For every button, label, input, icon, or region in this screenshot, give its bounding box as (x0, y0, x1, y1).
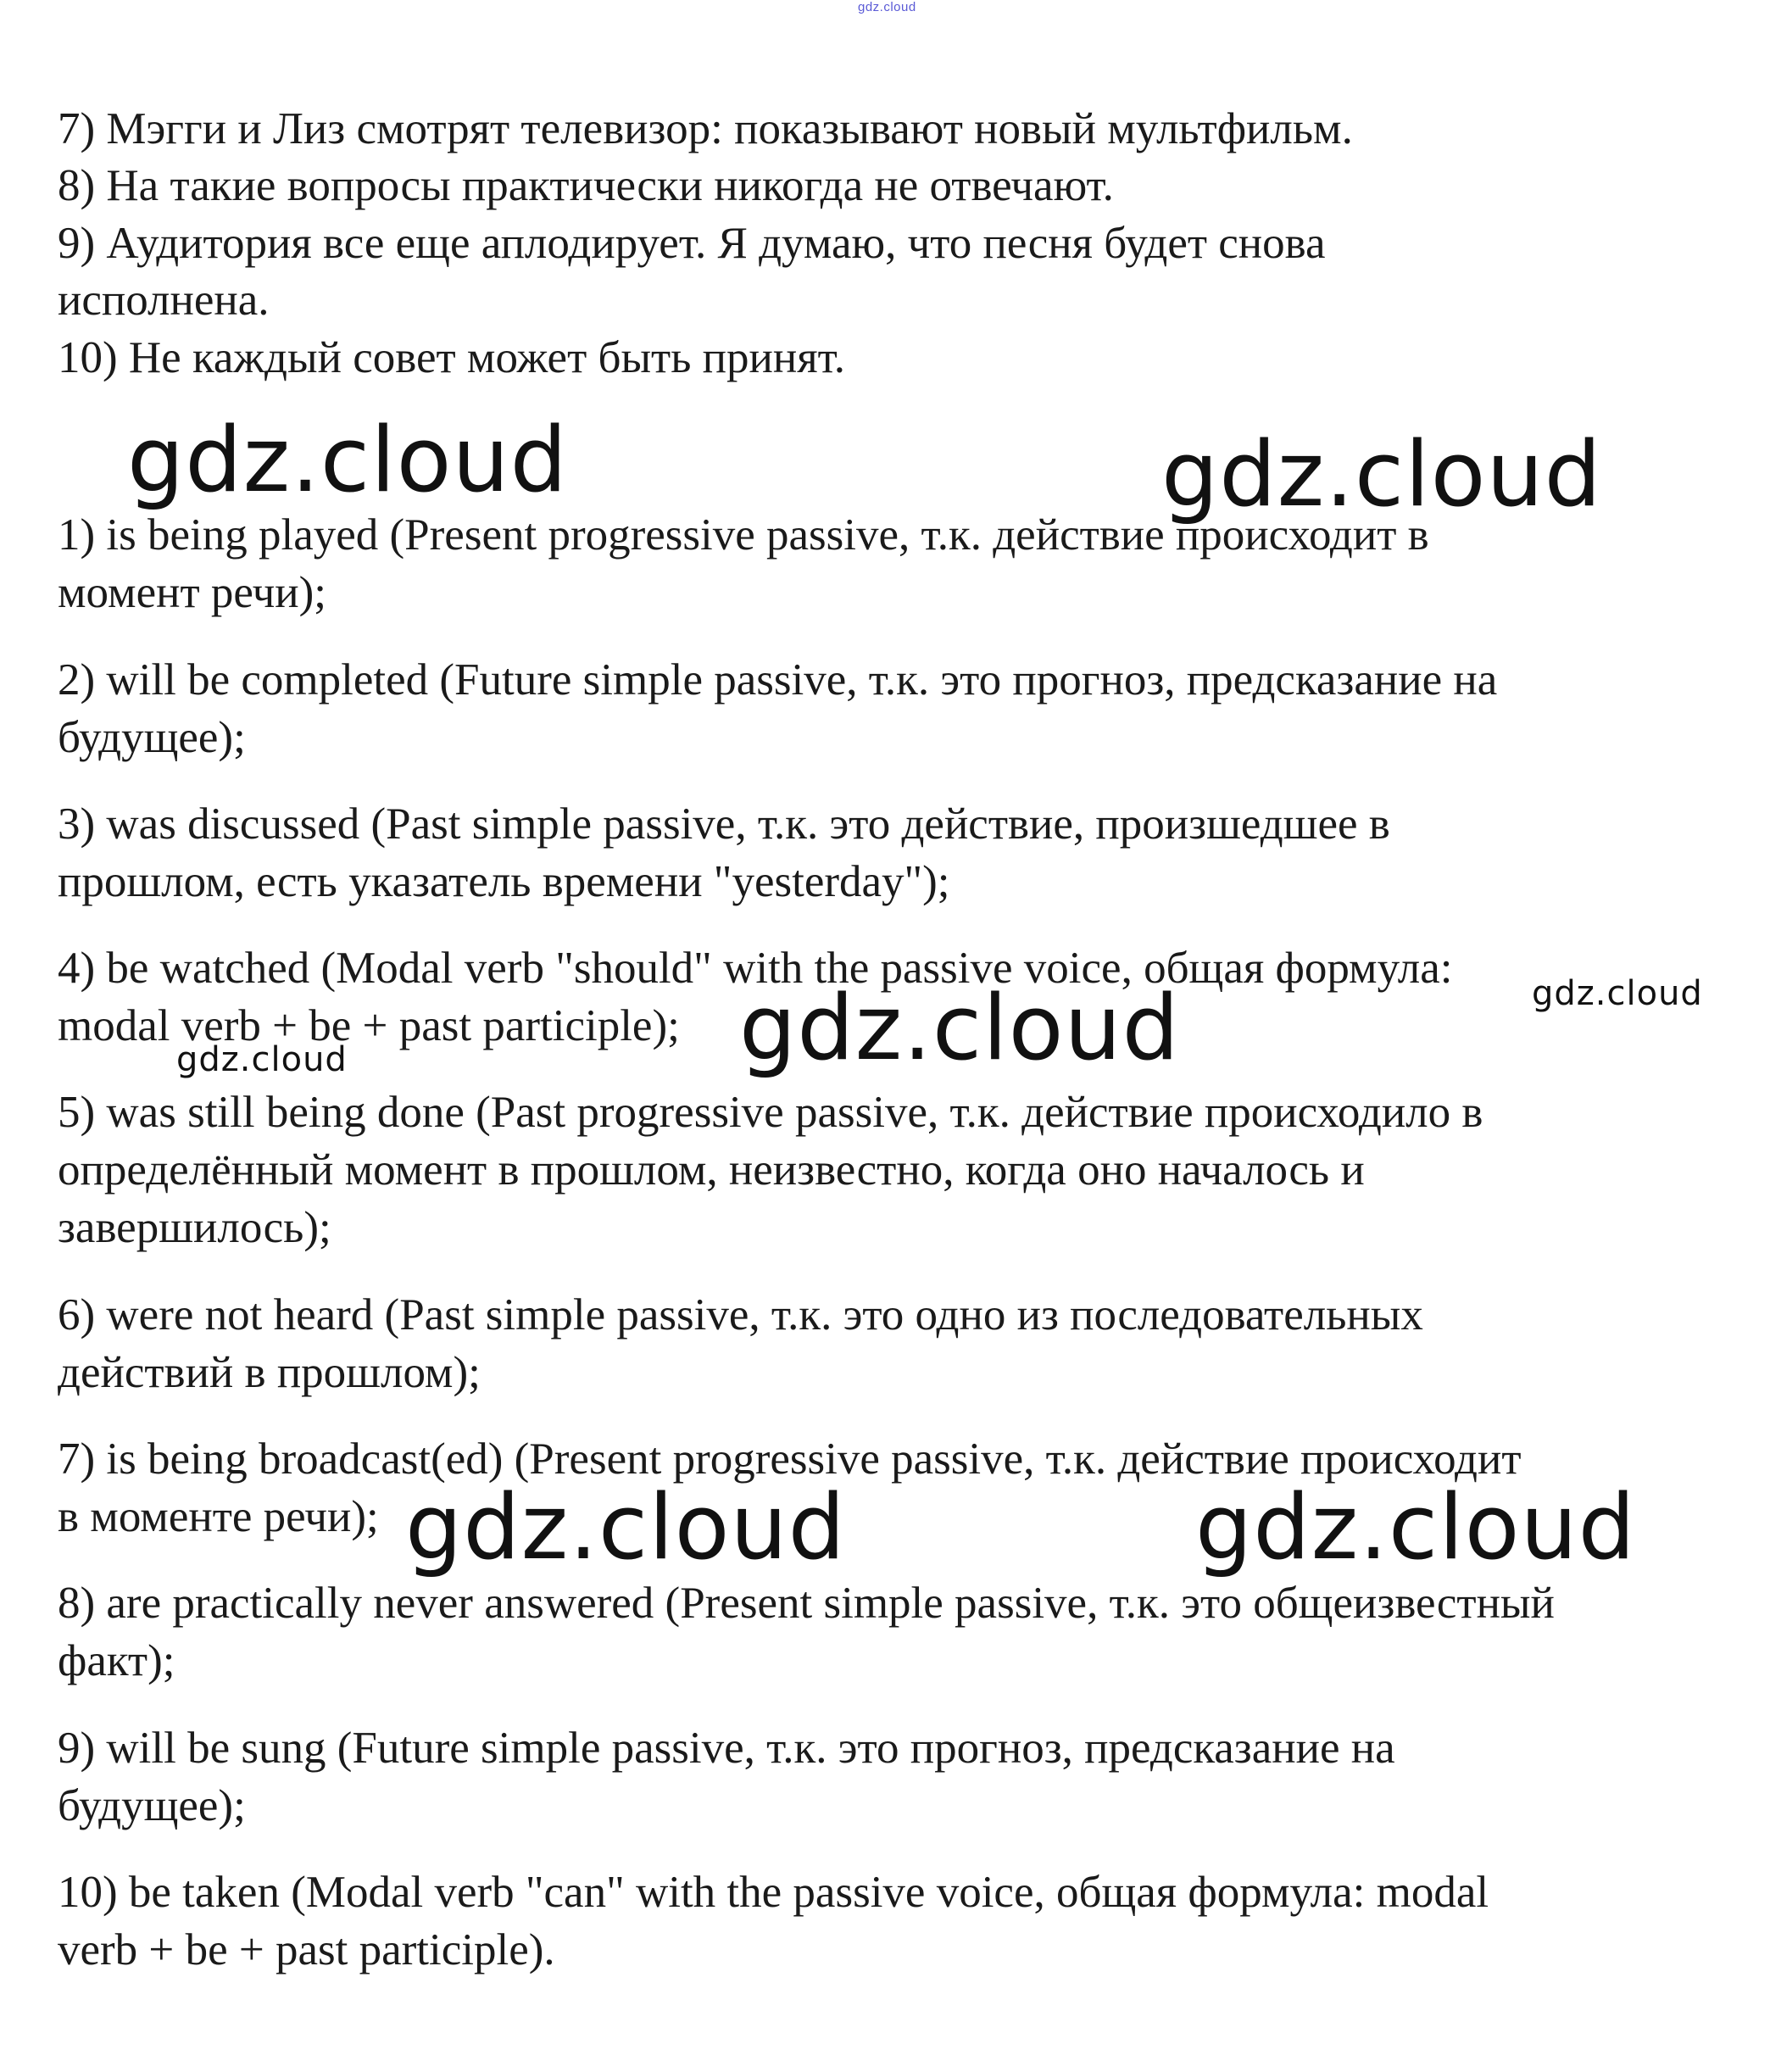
watermark: gdz.cloud (739, 976, 1180, 1080)
answer-line: verb + be + past participle). (58, 1925, 555, 1975)
watermark: gdz.cloud (405, 1475, 846, 1579)
watermark: gdz.cloud (1532, 974, 1703, 1013)
answer-line: определённый момент в прошлом, неизвестно, когда оно началось и (58, 1145, 1365, 1195)
watermark: gdz.cloud (127, 408, 568, 512)
answer-line: 6) were not heard (Past simple passive, т.к. это одно из последовательных (58, 1290, 1423, 1340)
answer-line: будущее); (58, 1781, 246, 1830)
answer-line: 8) are practically never answered (Present simple passive, т.к. это общеизвестный (58, 1579, 1555, 1628)
answer-line: факт); (58, 1636, 175, 1685)
answer-line: момент речи); (58, 568, 326, 617)
answer-line: в моменте речи); (58, 1492, 379, 1541)
watermark: gdz.cloud (1195, 1475, 1636, 1579)
translation-line: исполнена. (58, 276, 270, 325)
translation-line: 9) Аудитория все еще аплодирует. Я думаю, что песня будет снова (58, 219, 1326, 268)
answer-line: 5) was still being done (Past progressive passive, т.к. действие происходило в (58, 1088, 1483, 1137)
answer-line: 7) is being broadcast(ed) (Present progressive passive, т.к. действие происходит (58, 1434, 1522, 1484)
answer-line: 2) will be completed (Future simple passive, т.к. это прогноз, предсказание на (58, 655, 1498, 705)
translation-line: 7) Мэгги и Лиз смотрят телевизор: показывают новый мультфильм. (58, 104, 1353, 153)
translation-line: 10) Не каждый совет может быть принят. (58, 333, 846, 382)
answer-line: 4) be watched (Modal verb "should" with the passive voice, общая формула: (58, 944, 1453, 993)
watermark: gdz.cloud (1161, 422, 1602, 526)
answer-line: будущее); (58, 713, 246, 762)
answer-line: 10) be taken (Modal verb "can" with the passive voice, общая формула: modal (58, 1868, 1489, 1917)
watermark: gdz.cloud (176, 1040, 348, 1079)
answer-line: 9) will be sung (Future simple passive, т.к. это прогноз, предсказание на (58, 1724, 1395, 1773)
answer-line: прошлом, есть указатель времени "yesterday"); (58, 857, 950, 906)
header-watermark: gdz.cloud (858, 0, 916, 14)
answer-line: завершилось); (58, 1203, 331, 1252)
answer-line: 1) is being played (Present progressive passive, т.к. действие происходит в (58, 510, 1429, 560)
answer-line: 3) was discussed (Past simple passive, т.к. это действие, произшедшее в (58, 799, 1390, 849)
translation-line: 8) На такие вопросы практически никогда не отвечают. (58, 161, 1114, 210)
answer-line: действий в прошлом); (58, 1348, 481, 1397)
answer-line: modal verb + be + past participle); (58, 1001, 680, 1050)
